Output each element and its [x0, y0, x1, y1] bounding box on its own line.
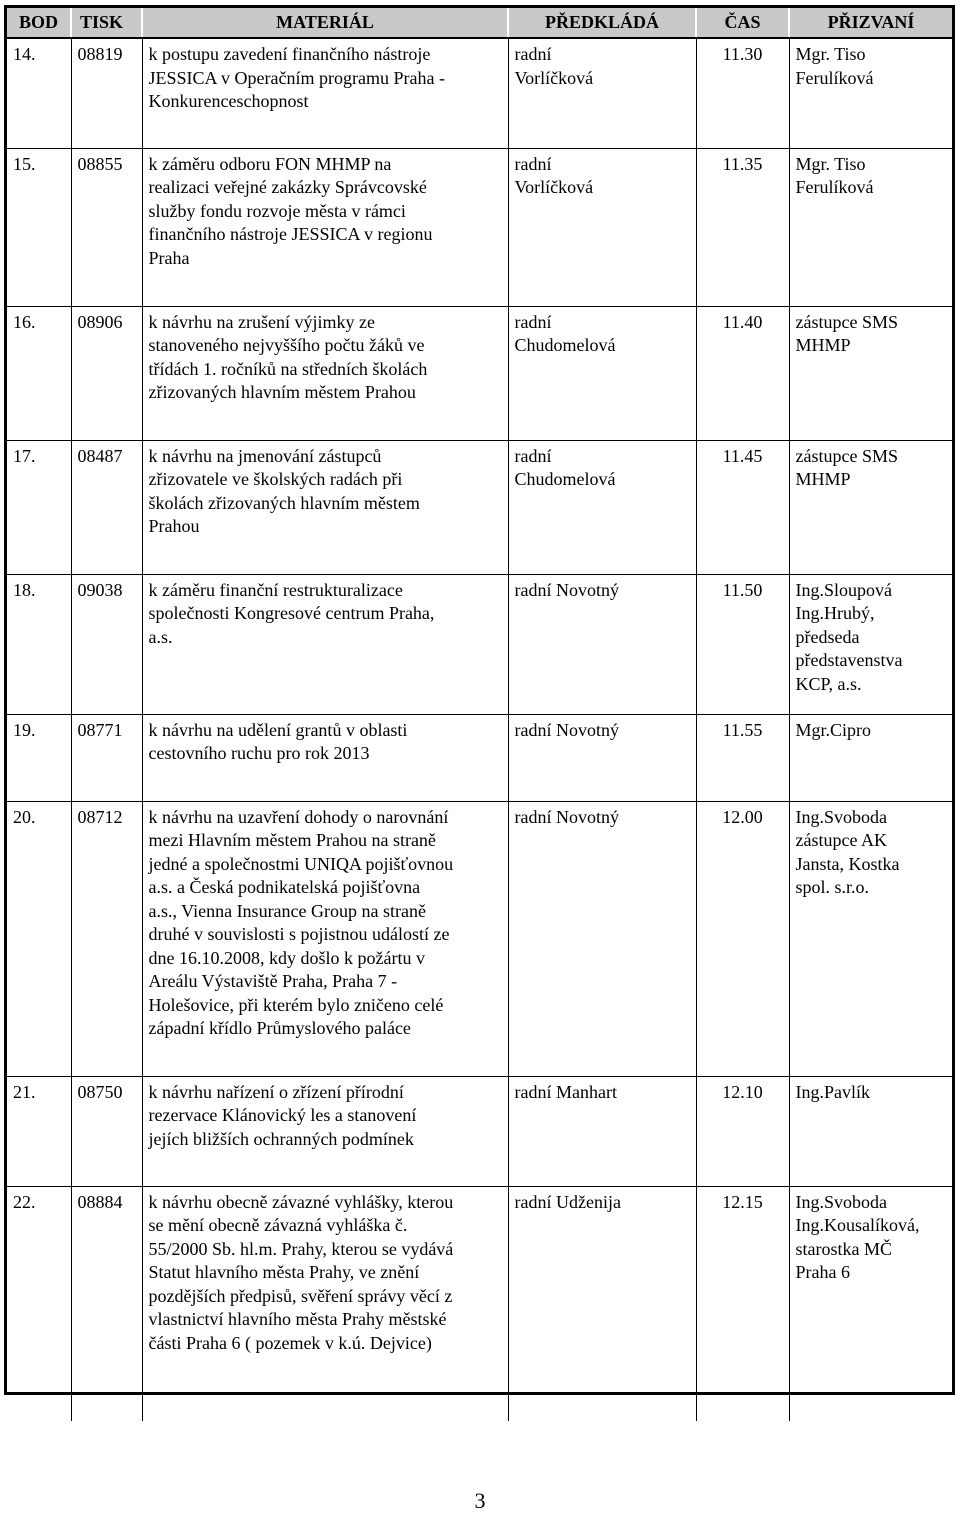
cell-bod: 18.: [7, 574, 71, 714]
cell-predklada-line: radní: [514, 311, 552, 332]
table-row: [7, 1076, 952, 1186]
cell-cas: 11.30: [696, 38, 789, 148]
cell-material: [142, 1186, 508, 1421]
cell-prizvani-line: Ing.Sloupová: [795, 579, 892, 600]
cell-material-line: druhé v souvislosti s pojistnou událostí ze: [148, 924, 450, 944]
cell-bod: 20.: [7, 801, 71, 1076]
cell-predklada-line: radní: [514, 44, 552, 64]
cell-material-line: vlastnictví hlavního města Prahy městské: [148, 1309, 447, 1329]
page-number: 3: [474, 1488, 486, 1513]
cell-prizvani-line: Jansta, Kostka: [795, 853, 900, 874]
table-row: [7, 801, 952, 1076]
cell-tisk: 09038: [71, 574, 142, 714]
cell-material: [142, 440, 508, 574]
cell-material-line: mezi Hlavním městem Prahou na straně: [148, 830, 436, 850]
cell-material: [142, 574, 508, 714]
cell-prizvani-line: starostka MČ: [795, 1238, 892, 1259]
cell-prizvani-line: Ing.Kousalíková,: [795, 1215, 920, 1235]
cell-prizvani-line: Ing.Hrubý,: [795, 603, 875, 623]
table-row: [7, 574, 952, 714]
cell-cas: 11.40: [696, 306, 789, 440]
cell-prizvani-line: Mgr. Tiso: [795, 153, 866, 174]
header-prizvani: PŘIZVANÍ: [789, 8, 952, 38]
cell-cas: 12.15: [696, 1186, 789, 1421]
cell-material-line: JESSICA v Operačním programu Praha -: [148, 67, 445, 88]
agenda-table-frame: [4, 5, 955, 1395]
cell-predklada-line: Vorlíčková: [514, 67, 594, 88]
cell-material-line: k postupu zavedení finančního nástroje: [148, 44, 431, 64]
cell-predklada-line: radní Novotný: [514, 579, 619, 600]
cell-predklada: [508, 801, 696, 1076]
cell-material-line: jejích bližších ochranných podmínek: [148, 1128, 414, 1149]
cell-prizvani-line: Ing.Svoboda: [795, 1191, 887, 1212]
cell-material-line: služby fondu rozvoje města v rámci: [148, 200, 406, 221]
cell-prizvani-line: Mgr.Cipro: [795, 719, 872, 740]
cell-material-line: Praha: [148, 247, 190, 268]
cell-prizvani: [789, 148, 952, 306]
cell-material-line: školách zřizovaných hlavním městem: [148, 492, 420, 513]
cell-prizvani: [789, 306, 952, 440]
cell-material-line: Holešovice, při kterém bylo zničeno celé: [148, 994, 444, 1015]
cell-material-line: části Praha 6 ( pozemek v k.ú. Dejvice): [148, 1332, 432, 1353]
table-row: [7, 714, 952, 801]
cell-prizvani-line: předseda: [795, 626, 860, 647]
cell-cas: 11.50: [696, 574, 789, 714]
cell-material: [142, 801, 508, 1076]
cell-material-line: stanoveného nejvyššího počtu žáků ve: [148, 335, 425, 355]
cell-prizvani-line: Ferulíková: [795, 67, 874, 88]
cell-material-line: k návrhu nařízení o zřízení přírodní: [148, 1081, 404, 1102]
cell-material-line: k návrhu na jmenování zástupců: [148, 445, 382, 466]
cell-predklada: [508, 306, 696, 440]
cell-predklada-line: Chudomelová: [514, 335, 616, 355]
cell-material-line: a.s., Vienna Insurance Group na straně: [148, 900, 426, 921]
cell-material-line: k návrhu obecně závazné vyhlášky, kterou: [148, 1191, 454, 1212]
cell-material: [142, 306, 508, 440]
cell-material-line: cestovního ruchu pro rok 2013: [148, 743, 370, 763]
cell-cas: 11.35: [696, 148, 789, 306]
cell-tisk: 08771: [71, 714, 142, 801]
cell-prizvani-line: Mgr. Tiso: [795, 44, 866, 64]
cell-prizvani: [789, 574, 952, 714]
cell-material-line: finančního nástroje JESSICA v regionu: [148, 224, 433, 244]
cell-tisk: 08750: [71, 1076, 142, 1186]
cell-material-line: realizaci veřejné zakázky Správcovské: [148, 177, 427, 197]
cell-material-line: jedné a společnostmi UNIQA pojišťovnou: [148, 853, 454, 874]
cell-material-line: společnosti Kongresové centrum Praha,: [148, 603, 435, 623]
header-material: MATERIÁL: [142, 8, 508, 38]
cell-material-line: západní křídlo Průmyslového paláce: [148, 1018, 411, 1038]
cell-material-line: třídách 1. ročníků na středních školách: [148, 358, 428, 379]
cell-prizvani-line: MHMP: [795, 469, 851, 489]
cell-material-line: k návrhu na udělení grantů v oblasti: [148, 719, 408, 740]
cell-prizvani-line: zástupce AK: [795, 830, 887, 850]
cell-predklada-line: radní Manhart: [514, 1081, 617, 1102]
cell-prizvani: [789, 801, 952, 1076]
cell-prizvani-line: KCP, a.s.: [795, 673, 862, 694]
cell-material: [142, 714, 508, 801]
cell-prizvani-line: Ing.Pavlík: [795, 1081, 870, 1102]
cell-material-line: a.s.: [148, 626, 173, 647]
cell-predklada-line: radní Novotný: [514, 719, 619, 740]
cell-bod: 15.: [7, 148, 71, 306]
table-header: [7, 8, 952, 38]
table-row: [7, 1186, 952, 1421]
cell-predklada-line: radní Udženija: [514, 1191, 621, 1212]
cell-prizvani: [789, 440, 952, 574]
agenda-table: [7, 8, 952, 1421]
table-body: [7, 38, 952, 1421]
table-row: [7, 38, 952, 148]
cell-prizvani: [789, 1186, 952, 1421]
cell-material-line: Konkurenceschopnost: [148, 91, 309, 111]
cell-material-line: k záměru odboru FON MHMP na: [148, 153, 392, 174]
cell-tisk: 08884: [71, 1186, 142, 1421]
cell-prizvani-line: zástupce SMS: [795, 311, 898, 332]
cell-cas: 12.10: [696, 1076, 789, 1186]
cell-prizvani: [789, 38, 952, 148]
cell-predklada-line: Vorlíčková: [514, 177, 594, 197]
cell-bod: 21.: [7, 1076, 71, 1186]
header-tisk: TISK: [71, 8, 142, 38]
cell-predklada: [508, 440, 696, 574]
cell-prizvani-line: Praha 6: [795, 1262, 850, 1282]
cell-material-line: 55/2000 Sb. hl.m. Prahy, kterou se vydává: [148, 1238, 454, 1259]
cell-tisk: 08487: [71, 440, 142, 574]
cell-predklada: [508, 1076, 696, 1186]
cell-material-line: Areálu Výstaviště Praha, Praha 7 -: [148, 971, 398, 991]
cell-bod: 16.: [7, 306, 71, 440]
cell-material: [142, 38, 508, 148]
cell-material-line: Prahou: [148, 516, 200, 536]
cell-material-line: Statut hlavního města Prahy, ve znění: [148, 1262, 420, 1282]
cell-prizvani: [789, 714, 952, 801]
cell-prizvani-line: spol. s.r.o.: [795, 877, 870, 897]
cell-cas: 12.00: [696, 801, 789, 1076]
header-cas: ČAS: [696, 8, 789, 38]
cell-prizvani: [789, 1076, 952, 1186]
cell-predklada: [508, 714, 696, 801]
cell-tisk: 08906: [71, 306, 142, 440]
cell-predklada: [508, 148, 696, 306]
cell-cas: 11.45: [696, 440, 789, 574]
cell-material-line: se mění obecně závazná vyhláška č.: [148, 1215, 408, 1235]
cell-material-line: dne 16.10.2008, kdy došlo k požártu v: [148, 947, 425, 968]
table-row: [7, 306, 952, 440]
cell-predklada-line: radní Novotný: [514, 806, 619, 827]
header-bod: BOD: [7, 8, 71, 38]
cell-predklada-line: radní: [514, 445, 552, 466]
cell-prizvani-line: Ing.Svoboda: [795, 806, 887, 827]
cell-bod: 17.: [7, 440, 71, 574]
cell-tisk: 08819: [71, 38, 142, 148]
cell-material-line: k návrhu na uzavření dohody o narovnání: [148, 806, 449, 827]
cell-tisk: 08855: [71, 148, 142, 306]
cell-prizvani-line: MHMP: [795, 335, 851, 355]
cell-tisk: 08712: [71, 801, 142, 1076]
cell-cas: 11.55: [696, 714, 789, 801]
cell-predklada-line: radní: [514, 153, 552, 174]
cell-predklada: [508, 574, 696, 714]
cell-material-line: zřizovatele ve školských radách při: [148, 469, 403, 489]
cell-prizvani-line: zástupce SMS: [795, 445, 898, 466]
cell-prizvani-line: představenstva: [795, 650, 903, 670]
cell-bod: 19.: [7, 714, 71, 801]
cell-bod: 14.: [7, 38, 71, 148]
cell-material-line: rezervace Klánovický les a stanovení: [148, 1105, 417, 1125]
table-row: [7, 440, 952, 574]
cell-material: [142, 1076, 508, 1186]
cell-material-line: k návrhu na zrušení výjimky ze: [148, 311, 375, 332]
header-predklada: PŘEDKLÁDÁ: [508, 8, 696, 38]
cell-material: [142, 148, 508, 306]
cell-prizvani-line: Ferulíková: [795, 177, 874, 197]
cell-material-line: pozdějších předpisů, svěření správy věcí z: [148, 1285, 453, 1306]
cell-predklada: [508, 1186, 696, 1421]
cell-predklada-line: Chudomelová: [514, 469, 616, 489]
cell-material-line: k záměru finanční restrukturalizace: [148, 579, 403, 600]
cell-material-line: zřizovaných hlavním městem Prahou: [148, 382, 416, 402]
cell-predklada: [508, 38, 696, 148]
table-row: [7, 148, 952, 306]
cell-bod: 22.: [7, 1186, 71, 1421]
cell-material-line: a.s. a Česká podnikatelská pojišťovna: [148, 877, 421, 897]
